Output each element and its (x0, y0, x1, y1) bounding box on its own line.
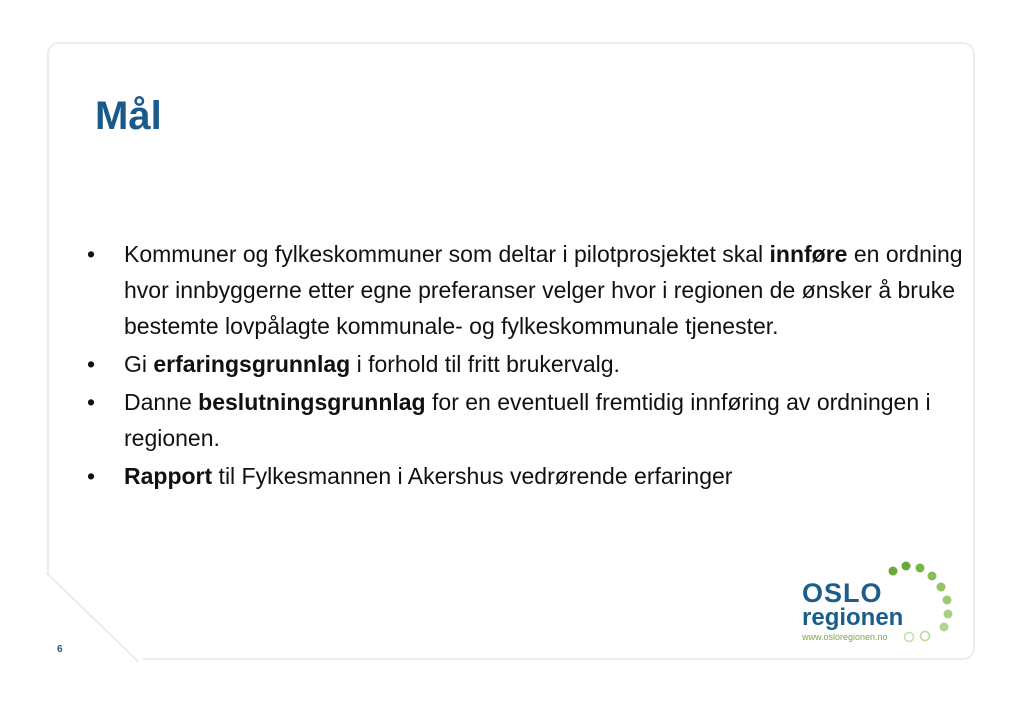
bullet-dot: • (87, 241, 96, 267)
bullet-dot: • (87, 389, 96, 415)
slide-title: Mål (95, 94, 162, 138)
osloregionen-logo (798, 560, 958, 650)
bullet-text-before: Kommuner og fylkeskommuner som deltar i pilotprosjektet skal (124, 241, 770, 267)
logo-oslo-text: OSLO (802, 578, 883, 608)
bullet-list (85, 236, 965, 496)
bullet-text-after: til Fylkesmannen i Akershus vedrørende erfaringer (212, 463, 733, 489)
bullet-dot: • (87, 463, 96, 489)
bullet-item (85, 384, 965, 456)
bullet-dot: • (87, 351, 96, 377)
page-number: 6 (57, 644, 63, 655)
bullet-text-after: i forhold til fritt brukervalg. (350, 351, 620, 377)
bullet-text-bold: innføre (769, 241, 848, 267)
bullet-text-after: for en eventuell fremtidig innføring av ordningen i regionen. (124, 389, 931, 451)
bullet-item (85, 236, 965, 344)
bullet-text-before: Danne (124, 389, 199, 415)
bullet-item (85, 346, 965, 382)
bullet-text-bold: beslutningsgrunnlag (198, 389, 426, 415)
logo-url: www.osloregionen.no (802, 632, 888, 642)
bullet-text-bold: Rapport (124, 463, 213, 489)
bullet-text-before: Gi (124, 351, 154, 377)
bullet-text-after: en ordning hvor innbyggerne etter egne preferanser velger hvor i regionen de ønsker å bruke bestemte lovpålagte kommunale- og fylkeskommunale tjenester. (124, 241, 963, 339)
logo-regionen-text: regionen (802, 604, 904, 631)
bullet-item (85, 458, 965, 494)
bullet-text-bold: erfaringsgrunnlag (153, 351, 351, 377)
